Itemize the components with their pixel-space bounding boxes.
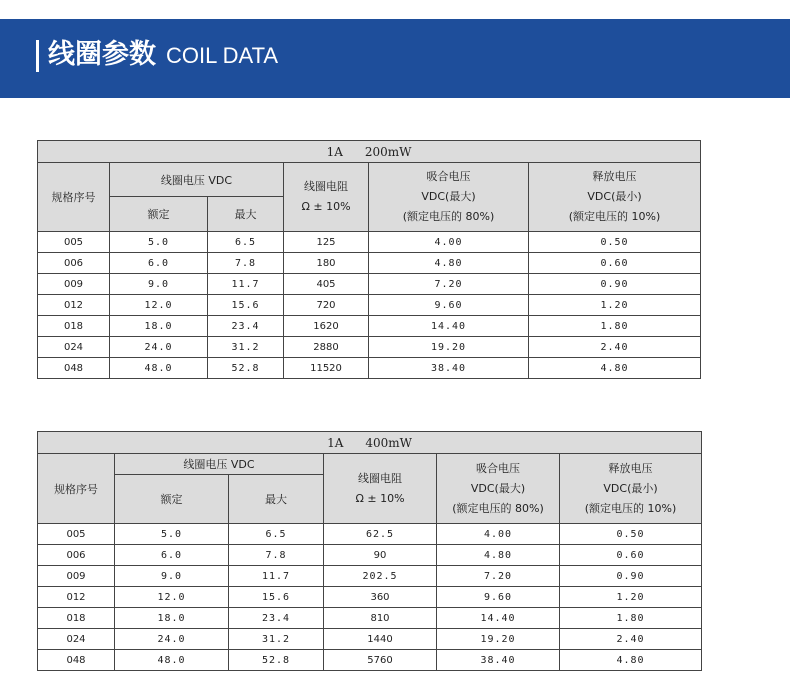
table-cell: 018 [38, 316, 110, 337]
table-cell: 11.7 [229, 566, 324, 587]
header-label: VDC(最大) [421, 190, 476, 203]
table-cell: 005 [38, 232, 110, 253]
table-cell: 48.0 [115, 650, 229, 671]
table-cell: 62.5 [324, 524, 437, 545]
table-cell: 7.8 [229, 545, 324, 566]
table-cell: 12.0 [115, 587, 229, 608]
header-label: VDC(最大) [470, 481, 526, 495]
table-cell: 24.0 [115, 629, 229, 650]
title-english: COIL DATA [166, 43, 279, 68]
table-cell: 006 [38, 253, 110, 274]
table-row [38, 545, 702, 566]
header-pickup-voltage [437, 454, 560, 524]
table-cell: 38.40 [369, 358, 529, 379]
table-cell: 15.6 [229, 587, 324, 608]
table-row [38, 232, 701, 253]
table-caption [38, 432, 702, 454]
table-cell: 009 [38, 274, 110, 295]
table-cell: 14.40 [437, 608, 560, 629]
header-label: 线圈电阻 [358, 471, 402, 485]
header-label: 线圈电压 VDC [160, 173, 233, 187]
title-accent-bar [36, 40, 39, 72]
header-label: 线圈电压 VDC [183, 458, 255, 471]
table-cell: 1620 [284, 316, 369, 337]
table-cell: 6.0 [115, 545, 229, 566]
header-label: 规格序号 [51, 191, 96, 204]
header-spec-no [38, 454, 115, 524]
table-cell: 006 [38, 545, 115, 566]
header-label: VDC(最小) [587, 190, 642, 203]
header-label: 额定 [147, 208, 170, 221]
table-cell: 52.8 [208, 358, 284, 379]
table-cell: 6.5 [208, 232, 284, 253]
table-cell: 2880 [284, 337, 369, 358]
table-cell: 0.60 [529, 253, 701, 274]
table-cell: 1440 [324, 629, 437, 650]
header-rated [110, 197, 208, 232]
table-cell: 7.20 [369, 274, 529, 295]
header-release-voltage [560, 454, 702, 524]
title-chinese: 线圈参数 [48, 39, 156, 70]
header-coil-voltage [110, 163, 284, 197]
header-label: (额定电压的 80%) [452, 501, 544, 515]
header-label: Ω ± 10% [301, 200, 351, 213]
table-cell: 024 [38, 337, 110, 358]
table-cell: 4.00 [369, 232, 529, 253]
table-cell: 360 [324, 587, 437, 608]
header-max [208, 197, 284, 232]
table-cell: 31.2 [229, 629, 324, 650]
table-cell: 4.80 [369, 253, 529, 274]
table-cell: 5.0 [115, 524, 229, 545]
page-title [48, 35, 278, 78]
header-label: 吸合电压 [426, 170, 471, 183]
header-label: 线圈电阻 [304, 180, 348, 193]
header-label: VDC(最小) [603, 481, 658, 495]
table-cell: 9.60 [369, 295, 529, 316]
table-cell: 14.40 [369, 316, 529, 337]
table-cell: 405 [284, 274, 369, 295]
caption-power: 400mW [365, 435, 412, 450]
header-label: (额定电压的 10%) [584, 501, 677, 515]
header-label: 吸合电压 [476, 461, 520, 475]
table-cell: 38.40 [437, 650, 560, 671]
header-release-voltage [529, 163, 701, 232]
header-label: 最大 [234, 208, 257, 221]
header-label: 最大 [265, 493, 287, 506]
table-cell: 9.60 [437, 587, 560, 608]
table-cell: 18.0 [110, 316, 208, 337]
table-cell: 012 [38, 587, 115, 608]
header-pickup-voltage [369, 163, 529, 232]
table-cell: 31.2 [208, 337, 284, 358]
table-cell: 23.4 [229, 608, 324, 629]
table-cell: 018 [38, 608, 115, 629]
table-cell: 024 [38, 629, 115, 650]
caption-power: 200mW [364, 144, 412, 159]
header-max [229, 475, 324, 524]
table-cell: 4.00 [437, 524, 560, 545]
table-cell: 18.0 [115, 608, 229, 629]
table-cell: 19.20 [437, 629, 560, 650]
table-cell: 012 [38, 295, 110, 316]
header-label: 释放电压 [592, 170, 637, 183]
table-cell: 15.6 [208, 295, 284, 316]
table-cell: 7.20 [437, 566, 560, 587]
table-caption [38, 141, 701, 163]
table-row [38, 566, 702, 587]
table-cell: 2.40 [529, 337, 701, 358]
table-row [38, 337, 701, 358]
table-cell: 24.0 [110, 337, 208, 358]
table-cell: 1.80 [529, 316, 701, 337]
table-cell: 202.5 [324, 566, 437, 587]
table-cell: 6.5 [229, 524, 324, 545]
table-row [38, 253, 701, 274]
header-coil-resistance [324, 454, 437, 524]
header-label: 额定 [160, 493, 183, 506]
table-row [38, 629, 702, 650]
table-cell: 720 [284, 295, 369, 316]
table-cell: 0.50 [529, 232, 701, 253]
table-row [38, 524, 702, 545]
table-cell: 48.0 [110, 358, 208, 379]
header-coil-voltage [115, 454, 324, 475]
table-cell: 005 [38, 524, 115, 545]
table-cell: 1.20 [529, 295, 701, 316]
table-cell: 0.60 [560, 545, 702, 566]
table-cell: 180 [284, 253, 369, 274]
table-row [38, 650, 702, 671]
table-cell: 0.90 [560, 566, 702, 587]
table-cell: 048 [38, 358, 110, 379]
table-cell: 19.20 [369, 337, 529, 358]
header-spec-no [38, 163, 110, 232]
header-label: (额定电压的 10%) [568, 210, 661, 223]
table-row [38, 608, 702, 629]
table-cell: 009 [38, 566, 115, 587]
table-cell: 2.40 [560, 629, 702, 650]
table-cell: 0.50 [560, 524, 702, 545]
table-row [38, 295, 701, 316]
table-cell: 4.80 [560, 650, 702, 671]
table-cell: 7.8 [208, 253, 284, 274]
table-cell: 4.80 [529, 358, 701, 379]
header-label: Ω ± 10% [355, 491, 405, 505]
table-cell: 1.20 [560, 587, 702, 608]
table-row [38, 274, 701, 295]
header-coil-resistance [284, 163, 369, 232]
table-cell: 048 [38, 650, 115, 671]
table-cell: 6.0 [110, 253, 208, 274]
table-cell: 1.80 [560, 608, 702, 629]
header-label: 释放电压 [608, 461, 653, 475]
table-cell: 0.90 [529, 274, 701, 295]
header-rated [115, 475, 229, 524]
caption-current: 1A [327, 435, 344, 450]
table-cell: 11.7 [208, 274, 284, 295]
coil-data-table-200mw [37, 140, 701, 379]
table-cell: 11520 [284, 358, 369, 379]
table-cell: 90 [324, 545, 437, 566]
header-label: 规格序号 [54, 482, 98, 496]
table-row [38, 587, 702, 608]
header-banner [0, 19, 790, 98]
table-cell: 5.0 [110, 232, 208, 253]
table-cell: 4.80 [437, 545, 560, 566]
caption-current: 1A [326, 144, 343, 159]
table-cell: 125 [284, 232, 369, 253]
table-cell: 5760 [324, 650, 437, 671]
table-cell: 52.8 [229, 650, 324, 671]
coil-data-table-400mw [37, 431, 702, 671]
table-cell: 12.0 [110, 295, 208, 316]
table-row [38, 316, 701, 337]
table-cell: 9.0 [110, 274, 208, 295]
table-cell: 810 [324, 608, 437, 629]
table-cell: 9.0 [115, 566, 229, 587]
table-cell: 23.4 [208, 316, 284, 337]
header-label: (额定电压的 80%) [402, 210, 495, 223]
table-row [38, 358, 701, 379]
